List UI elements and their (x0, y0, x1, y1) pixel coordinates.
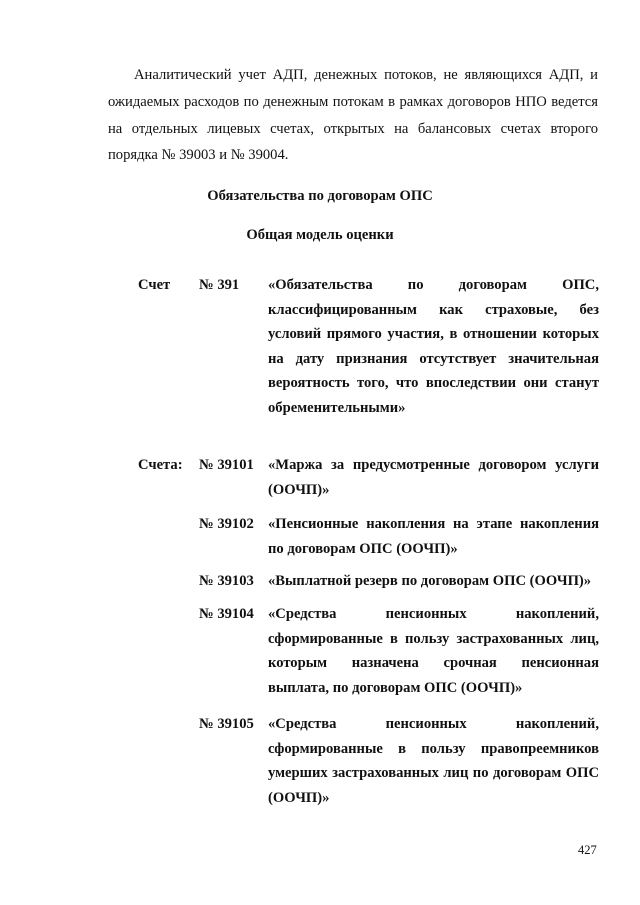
account-description-39103: «Выплатной резерв по договорам ОПС (ООЧП)» (268, 573, 592, 589)
account-number-39104: № 39104 (199, 606, 254, 622)
subsection-heading: Общая модель оценки (246, 227, 394, 243)
account-description-39104: «Средства пенсионных накоплений, сформированные в пользу застрахованных лиц, которым назначена срочная пенсионная выплата, по договорам ОПС (ООЧП)» (268, 606, 599, 696)
account-description-39102: «Пенсионные накопления на этапе накопления по договорам ОПС (ООЧП)» (268, 516, 599, 557)
account-description-39105: «Средства пенсионных накоплений, сформированные в пользу правопреемников умерших застрахованных лиц по договорам ОПС (ООЧП)» (268, 716, 599, 806)
intro-paragraph: Аналитический учет АДП, денежных потоков, не являющихся АДП, и ожидаемых расходов по денежным потокам в рамках договоров НПО ведется на отдельных лицевых счетах, открытых на балансовых счетах второго порядка № 39003 и № 39004. (108, 67, 598, 164)
account-number-39105: № 39105 (199, 716, 254, 732)
account-label-single: Счет (138, 277, 171, 293)
account-description-39101: «Маржа за предусмотренные договором услуги (ООЧП)» (268, 457, 599, 498)
account-number-391: № 391 (199, 277, 240, 293)
account-number-39103: № 39103 (199, 573, 254, 589)
account-number-39101: № 39101 (199, 457, 254, 473)
account-description-391: «Обязательства по договорам ОПС, классифицированным как страховые, без условий прямого участия, в отношении которых на дату признания отсутствует значительная вероятность того, что впоследствии они станут обременительными» (268, 277, 599, 416)
account-label-plural: Счета: (138, 457, 183, 473)
page-number: 427 (578, 843, 597, 857)
section-heading: Обязательства по договорам ОПС (207, 188, 433, 204)
account-number-39102: № 39102 (199, 516, 254, 532)
